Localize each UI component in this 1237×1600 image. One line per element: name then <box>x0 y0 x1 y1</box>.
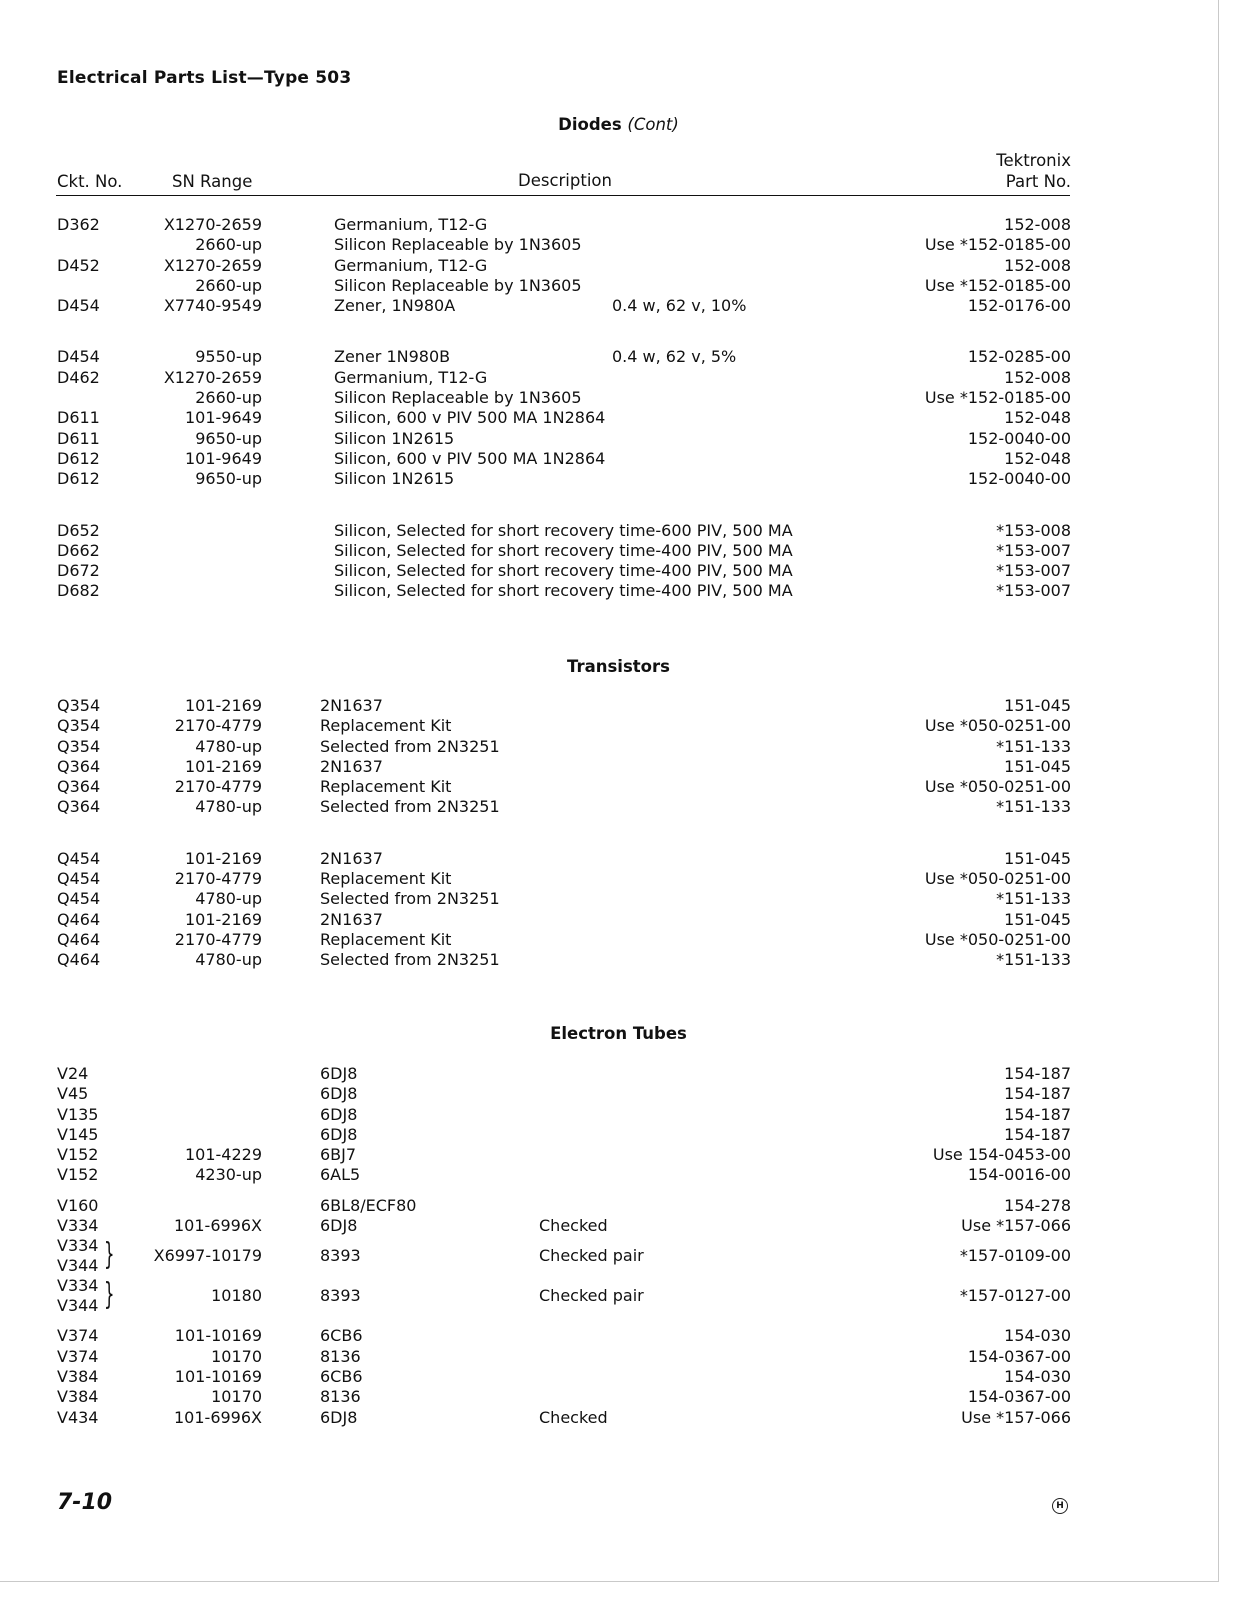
table-row <box>0 1196 1237 1216</box>
sn-range: 101-10169 <box>174 1326 262 1346</box>
table-row <box>0 1347 1237 1367</box>
part-number: Use *050-0251-00 <box>924 929 1071 949</box>
part-number: 151-045 <box>1004 696 1071 715</box>
sn-range: 101-2169 <box>184 696 262 715</box>
ckt-number: Q354 <box>57 716 101 736</box>
description: Replacement Kit <box>320 777 452 797</box>
description: 2N1637 <box>320 696 383 715</box>
table-row <box>0 368 1237 388</box>
table-row <box>0 408 1237 428</box>
table-row <box>0 296 1237 316</box>
part-number: 154-278 <box>1004 1195 1071 1215</box>
table-row <box>0 1216 1237 1236</box>
diodes-section-title <box>0 115 1237 134</box>
sn-range: 2660-up <box>195 235 262 255</box>
ckt-number: D672 <box>57 561 100 581</box>
ckt-number: V145 <box>57 1124 99 1144</box>
page-edge-bottom <box>0 1581 1219 1582</box>
ckt-number: V152 <box>57 1145 99 1165</box>
description: Replacement Kit <box>320 716 452 736</box>
ckt-number: Q454 <box>57 848 101 868</box>
sn-range: 10170 <box>211 1387 262 1407</box>
description: Silicon, 600 v PIV 500 MA 1N2864 <box>334 408 606 428</box>
ckt-number: D611 <box>57 428 100 448</box>
column-header-part-line1: Tektronix <box>996 151 1071 170</box>
sn-range: X1270-2659 <box>163 367 262 387</box>
description: Selected from 2N3251 <box>320 889 500 909</box>
description: Silicon, Selected for short recovery time-600 PIV, 500 MA <box>334 520 793 540</box>
part-number: 152-008 <box>1004 255 1071 275</box>
sn-range: 2170-4779 <box>174 716 262 736</box>
table-row <box>0 1064 1237 1084</box>
ckt-number: Q464 <box>57 950 101 970</box>
part-number: *151-133 <box>996 736 1071 756</box>
diodes-title-suffix: (Cont) <box>627 115 679 134</box>
description: Selected from 2N3251 <box>320 950 500 970</box>
table-row <box>0 235 1237 255</box>
part-number: 152-0040-00 <box>967 428 1071 448</box>
part-number: 152-048 <box>1004 448 1071 468</box>
description: Silicon Replaceable by 1N3605 <box>334 235 582 255</box>
table-row <box>0 276 1237 296</box>
table-row <box>0 1165 1237 1185</box>
description: 6BJ7 <box>320 1145 357 1165</box>
ckt-number: Q364 <box>57 756 101 776</box>
description-extra: 0.4 w, 62 v, 5% <box>612 347 737 367</box>
description-extra: Checked <box>539 1216 608 1236</box>
part-number: 152-0285-00 <box>967 347 1071 367</box>
part-number: *157-0127-00 <box>959 1286 1071 1306</box>
description: 8136 <box>320 1346 361 1366</box>
diodes-table <box>0 215 1237 602</box>
description: Silicon 1N2615 <box>334 428 455 448</box>
ckt-number: D612 <box>57 448 100 468</box>
ckt-number: V384 <box>57 1366 99 1386</box>
description: 8136 <box>320 1387 361 1407</box>
ckt-number: Q364 <box>57 777 101 797</box>
description: 6CB6 <box>320 1326 363 1346</box>
ckt-number: D652 <box>57 520 100 540</box>
description: Silicon, Selected for short recovery time-400 PIV, 500 MA <box>334 561 793 581</box>
sn-range: 101-2169 <box>184 848 262 868</box>
ckt-number: Q464 <box>57 929 101 949</box>
sn-range: 101-6996X <box>174 1407 262 1427</box>
sn-range: 101-2169 <box>184 909 262 929</box>
ckt-number: V374 <box>57 1346 99 1366</box>
table-row <box>0 449 1237 469</box>
sn-range: 2170-4779 <box>174 929 262 949</box>
description: Selected from 2N3251 <box>320 736 500 756</box>
part-number: Use *050-0251-00 <box>924 716 1071 736</box>
column-header-ckt: Ckt. No. <box>57 172 123 191</box>
sn-range: 101-6996X <box>174 1216 262 1236</box>
part-number: 154-0367-00 <box>967 1387 1071 1407</box>
description-extra: Checked <box>539 1407 608 1427</box>
row-gap <box>0 1316 1237 1326</box>
row-gap <box>0 1186 1237 1196</box>
table-row <box>0 1105 1237 1125</box>
ckt-number: V374 <box>57 1326 99 1346</box>
table-row <box>0 429 1237 449</box>
ckt-pair <box>57 1276 98 1316</box>
row-spacer <box>0 316 1237 347</box>
ckt-number: V24 <box>57 1064 89 1083</box>
part-number: 154-187 <box>1004 1084 1071 1104</box>
description: 2N1637 <box>320 848 383 868</box>
description: 6DJ8 <box>320 1216 358 1236</box>
ckt-number: V135 <box>57 1104 99 1124</box>
sn-range: 4780-up <box>195 736 262 756</box>
sn-range: 101-10169 <box>174 1366 262 1386</box>
ckt-number: D362 <box>57 215 100 234</box>
row-spacer <box>0 818 1237 849</box>
ckt-number: V344 <box>57 1296 99 1316</box>
table-row <box>0 1145 1237 1165</box>
part-number: 151-045 <box>1004 909 1071 929</box>
tubes-table <box>0 1064 1237 1428</box>
sn-range: 10180 <box>211 1286 262 1306</box>
description: Replacement Kit <box>320 929 452 949</box>
description: Zener, 1N980A <box>334 296 456 316</box>
sn-range: 101-9649 <box>184 408 262 428</box>
table-row <box>0 849 1237 869</box>
ckt-number: V152 <box>57 1165 99 1185</box>
part-number: Use *157-066 <box>961 1216 1071 1236</box>
table-row <box>0 777 1237 797</box>
column-header-sn: SN Range <box>172 172 253 191</box>
sn-range: 9550-up <box>195 347 262 367</box>
part-number: Use *050-0251-00 <box>924 869 1071 889</box>
sn-range: 4780-up <box>195 797 262 817</box>
description: 8393 <box>320 1286 361 1306</box>
sn-range: 9650-up <box>195 428 262 448</box>
part-number: Use *152-0185-00 <box>924 388 1071 408</box>
description: Silicon, Selected for short recovery time-400 PIV, 500 MA <box>334 581 793 601</box>
sn-range: 2660-up <box>195 388 262 408</box>
ckt-number: Q464 <box>57 909 101 929</box>
table-row <box>0 215 1237 235</box>
table-row <box>0 1125 1237 1145</box>
brace-icon: } <box>104 1237 115 1273</box>
table-row <box>0 561 1237 581</box>
part-number: Use *157-066 <box>961 1407 1071 1427</box>
description: Silicon Replaceable by 1N3605 <box>334 275 582 295</box>
part-number: *151-133 <box>996 889 1071 909</box>
description: 6CB6 <box>320 1366 363 1386</box>
part-number: 152-048 <box>1004 408 1071 428</box>
part-number: Use *152-0185-00 <box>924 235 1071 255</box>
publisher-mark: H <box>1052 1498 1068 1514</box>
table-row <box>0 541 1237 561</box>
part-number: 154-0367-00 <box>967 1346 1071 1366</box>
description-extra: Checked pair <box>539 1286 644 1306</box>
sn-range: 101-4229 <box>184 1145 262 1165</box>
part-number: 154-030 <box>1004 1366 1071 1386</box>
part-number: 154-187 <box>1004 1104 1071 1124</box>
table-row <box>0 696 1237 716</box>
description: Silicon, Selected for short recovery time-400 PIV, 500 MA <box>334 540 793 560</box>
part-number: Use *152-0185-00 <box>924 275 1071 295</box>
ckt-number: Q454 <box>57 869 101 889</box>
row-spacer <box>0 490 1237 521</box>
ckt-number: V160 <box>57 1195 99 1215</box>
sn-range: X7740-9549 <box>163 296 262 316</box>
table-row <box>0 388 1237 408</box>
description: Silicon Replaceable by 1N3605 <box>334 388 582 408</box>
ckt-number: Q354 <box>57 736 101 756</box>
part-number: *153-007 <box>996 540 1071 560</box>
ckt-number: V434 <box>57 1407 99 1427</box>
sn-range: 101-2169 <box>184 756 262 776</box>
page-number: 7-10 <box>57 1490 113 1515</box>
ckt-number: D454 <box>57 347 100 367</box>
description: Zener 1N980B <box>334 347 451 367</box>
part-number: *153-007 <box>996 561 1071 581</box>
part-number: *151-133 <box>996 950 1071 970</box>
description-extra: 0.4 w, 62 v, 10% <box>612 296 747 316</box>
table-row <box>0 757 1237 777</box>
description: Selected from 2N3251 <box>320 797 500 817</box>
ckt-number: V384 <box>57 1387 99 1407</box>
sn-range: 4780-up <box>195 889 262 909</box>
sn-range: 2170-4779 <box>174 777 262 797</box>
transistors-table <box>0 696 1237 971</box>
header-rule <box>56 195 1070 196</box>
ckt-number: D682 <box>57 581 100 601</box>
sn-range: 4230-up <box>195 1165 262 1185</box>
description: 6DJ8 <box>320 1407 358 1427</box>
table-row <box>0 1387 1237 1407</box>
description: Replacement Kit <box>320 869 452 889</box>
table-row <box>0 930 1237 950</box>
ckt-number: Q364 <box>57 797 101 817</box>
paired-row <box>0 1276 1237 1316</box>
table-row <box>0 737 1237 757</box>
description: 6BL8/ECF80 <box>320 1195 417 1215</box>
part-number: 152-0176-00 <box>967 296 1071 316</box>
description: Germanium, T12-G <box>334 367 488 387</box>
part-number: *153-007 <box>996 581 1071 601</box>
ckt-number: D452 <box>57 255 100 275</box>
table-row <box>0 1408 1237 1428</box>
ckt-number: V344 <box>57 1256 99 1276</box>
sn-range: 9650-up <box>195 469 262 489</box>
part-number: *153-008 <box>996 520 1071 540</box>
tubes-section-title: Electron Tubes <box>550 1024 687 1043</box>
description-extra: Checked pair <box>539 1246 644 1266</box>
table-row <box>0 910 1237 930</box>
sn-range: 2660-up <box>195 275 262 295</box>
ckt-number: D462 <box>57 367 100 387</box>
transistors-section-title: Transistors <box>567 657 670 676</box>
table-row <box>0 797 1237 817</box>
ckt-number: D454 <box>57 296 100 316</box>
sn-range: 4780-up <box>195 950 262 970</box>
page-header: Electrical Parts List—Type 503 <box>57 68 352 88</box>
table-row <box>0 347 1237 367</box>
part-number: 152-0040-00 <box>967 469 1071 489</box>
sn-range: 10170 <box>211 1346 262 1366</box>
part-number: 154-187 <box>1004 1064 1071 1083</box>
table-row <box>0 889 1237 909</box>
sn-range: X1270-2659 <box>163 255 262 275</box>
ckt-number: D612 <box>57 469 100 489</box>
ckt-pair <box>57 1236 98 1276</box>
ckt-number: Q354 <box>57 696 101 715</box>
description: Germanium, T12-G <box>334 215 488 234</box>
part-number: 151-045 <box>1004 756 1071 776</box>
description: 6AL5 <box>320 1165 361 1185</box>
ckt-number: V45 <box>57 1084 89 1104</box>
part-number: Use *050-0251-00 <box>924 777 1071 797</box>
description: 6DJ8 <box>320 1084 358 1104</box>
part-number: Use 154-0453-00 <box>932 1145 1071 1165</box>
ckt-number: V334 <box>57 1216 99 1236</box>
sn-range: X1270-2659 <box>163 215 262 234</box>
ckt-number: V334 <box>57 1236 99 1256</box>
part-number: 154-030 <box>1004 1326 1071 1346</box>
description: Silicon 1N2615 <box>334 469 455 489</box>
ckt-number: D611 <box>57 408 100 428</box>
table-row <box>0 950 1237 970</box>
paired-row <box>0 1236 1237 1276</box>
table-row <box>0 1367 1237 1387</box>
table-row <box>0 469 1237 489</box>
table-row <box>0 1084 1237 1104</box>
description: Germanium, T12-G <box>334 255 488 275</box>
part-number: 154-0016-00 <box>967 1165 1071 1185</box>
part-number: 154-187 <box>1004 1124 1071 1144</box>
sn-range: 2170-4779 <box>174 869 262 889</box>
table-row <box>0 869 1237 889</box>
ckt-number: D662 <box>57 540 100 560</box>
table-row <box>0 1326 1237 1346</box>
description: Silicon, 600 v PIV 500 MA 1N2864 <box>334 448 606 468</box>
description: 2N1637 <box>320 756 383 776</box>
ckt-number: V334 <box>57 1276 99 1296</box>
column-header-description: Description <box>518 171 612 190</box>
table-row <box>0 256 1237 276</box>
column-header-part-line2: Part No. <box>1005 172 1071 191</box>
table-row <box>0 581 1237 601</box>
part-number: *151-133 <box>996 797 1071 817</box>
part-number: 151-045 <box>1004 848 1071 868</box>
ckt-number: Q454 <box>57 889 101 909</box>
table-row <box>0 521 1237 541</box>
brace-icon: } <box>104 1277 115 1313</box>
description: 6DJ8 <box>320 1124 358 1144</box>
sn-range: 101-9649 <box>184 448 262 468</box>
description: 6DJ8 <box>320 1064 358 1083</box>
sn-range: X6997-10179 <box>153 1246 262 1266</box>
table-row <box>0 716 1237 736</box>
description: 2N1637 <box>320 909 383 929</box>
part-number: 152-008 <box>1004 367 1071 387</box>
description: 6DJ8 <box>320 1104 358 1124</box>
part-number: *157-0109-00 <box>959 1246 1071 1266</box>
part-number: 152-008 <box>1004 215 1071 234</box>
description: 8393 <box>320 1246 361 1266</box>
diodes-title: Diodes <box>558 115 622 134</box>
